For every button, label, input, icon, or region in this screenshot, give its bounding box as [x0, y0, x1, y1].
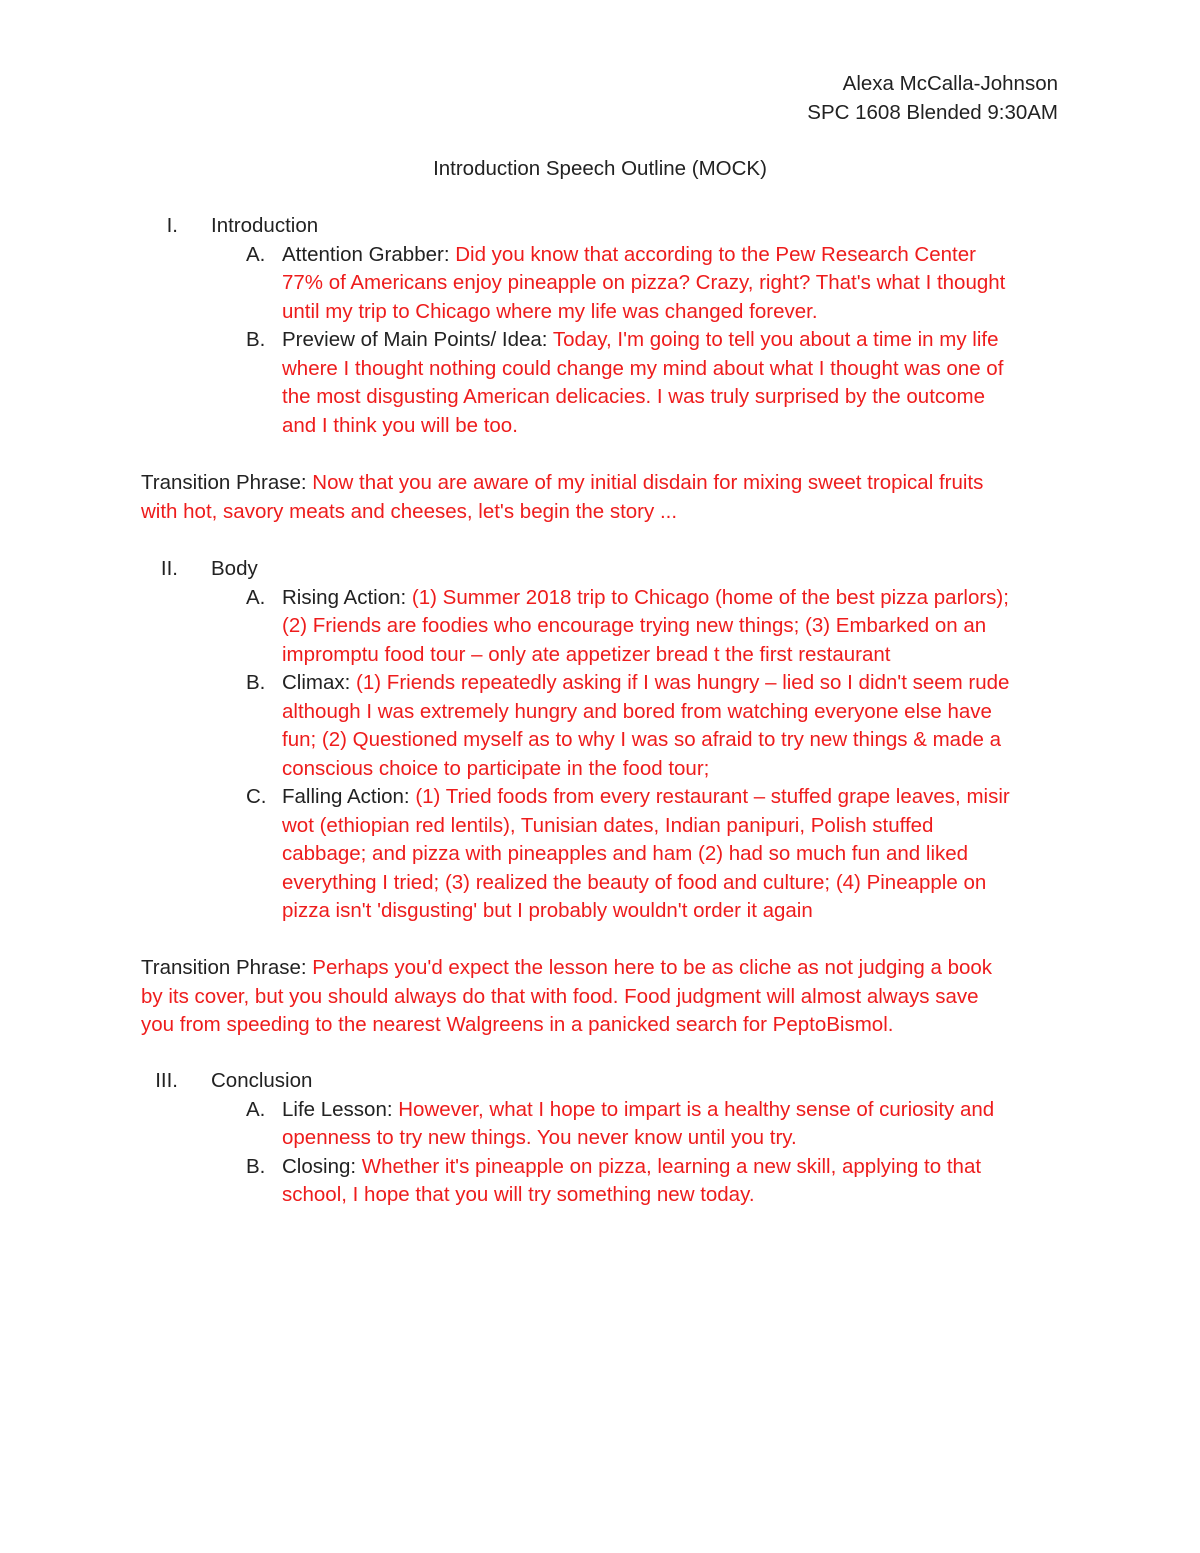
item-text: (1) Tried foods from every restaurant – stuffed grape leaves, misir [415, 785, 1010, 808]
item-line: 77% of Americans enjoy pineapple on pizza? Crazy, right? That's what I thought [282, 271, 1006, 294]
item-line: (2) Friends are foodies who encourage trying new things; (3) Embarked on an [282, 614, 987, 637]
transition-label: Transition Phrase: [141, 471, 313, 494]
outline-item-falling-action [141, 783, 1061, 926]
outline-item-attention-grabber [141, 241, 1061, 327]
item-line: everything I tried; (3) realized the beauty of food and culture; (4) Pineapple on [282, 870, 987, 894]
item-line [282, 326, 1061, 355]
item-letter: C. [246, 785, 267, 808]
outline-section-introduction [141, 212, 1061, 440]
item-label: Falling Action: [282, 785, 416, 808]
transition-text: Perhaps you'd expect the lesson here to be as cliche as not judging a book [312, 956, 993, 979]
author-name: Alexa McCalla-Johnson [842, 72, 1058, 95]
item-line: until my trip to Chicago where my life was changed forever. [282, 299, 818, 323]
transition-label: Transition Phrase: [141, 956, 313, 979]
item-text: Did you know that according to the Pew Research Center [455, 242, 976, 266]
section-numeral: I. [166, 214, 178, 237]
transition-line: with hot, savory meats and cheeses, let's begin the story ... [141, 499, 678, 523]
transition-line [141, 469, 1041, 498]
item-line: where I thought nothing could change my mind about what I thought was one of [282, 356, 1004, 380]
item-line: although I was extremely hungry and bored from watching everyone else have [282, 699, 992, 723]
item-line [282, 783, 1061, 812]
item-label: Preview of Main Points/ Idea: [282, 328, 553, 351]
item-text: Today, I'm going to tell you about a time in my life [552, 328, 999, 351]
outline-item-climax [141, 669, 1061, 783]
item-letter: B. [246, 671, 266, 694]
section-numeral: III. [155, 1069, 178, 1092]
section-heading [141, 1067, 1061, 1096]
item-line: wot (ethiopian red lentils), Tunisian dates, Indian panipuri, Polish stuffed [282, 813, 934, 837]
item-line [282, 1153, 1061, 1182]
outline-item-closing [141, 1153, 1061, 1210]
document-title: Introduction Speech Outline (MOCK) [433, 157, 767, 180]
section-title: Body [211, 557, 258, 580]
item-letter: A. [246, 1097, 266, 1121]
item-line [282, 241, 1061, 270]
outline-item-preview [141, 326, 1061, 440]
section-numeral: II. [160, 557, 178, 580]
item-line: the most disgusting American delicacies. I was truly surprised by the outcome [282, 385, 986, 408]
transition-line [141, 954, 1041, 983]
item-line: impromptu food tour – only ate appetizer bread t the first restaurant [282, 642, 891, 666]
item-line [282, 584, 1061, 613]
item-text: However, what I hope to impart is a healthy sense of curiosity and [398, 1097, 995, 1121]
item-text: Whether it's pineapple on pizza, learning a new skill, applying to that [361, 1154, 982, 1178]
item-label: Closing: [282, 1154, 362, 1178]
course-info: SPC 1608 Blended 9:30AM [807, 101, 1058, 124]
item-label: Life Lesson: [282, 1097, 399, 1121]
item-line: school, I hope that you will try something new today. [282, 1183, 755, 1206]
item-line: cabbage; and pizza with pineapples and ham (2) had so much fun and liked [282, 842, 969, 865]
section-heading [141, 212, 1061, 241]
item-text: (1) Friends repeatedly asking if I was hungry – lied so I didn't seem rude [356, 671, 1010, 694]
item-line: and I think you will be too. [282, 413, 518, 437]
item-line [282, 1096, 1061, 1125]
item-line: fun; (2) Questioned myself as to why I was so afraid to try new things & made a [282, 728, 1001, 751]
transition-phrase-2 [141, 954, 1041, 1040]
item-label: Attention Grabber: [282, 242, 456, 266]
section-title: Introduction [211, 214, 319, 237]
item-letter: A. [246, 585, 266, 609]
item-label: Climax: [282, 671, 357, 694]
outline-item-rising-action [141, 584, 1061, 670]
transition-phrase-1 [141, 469, 1041, 526]
item-line: conscious choice to participate in the food tour; [282, 756, 710, 780]
transition-text: Now that you are aware of my initial disdain for mixing sweet tropical fruits [312, 471, 984, 494]
item-letter: B. [246, 1154, 266, 1178]
outline-section-body [141, 555, 1061, 926]
item-letter: B. [246, 328, 266, 351]
item-line [282, 669, 1061, 698]
item-label: Rising Action: [282, 585, 412, 609]
item-letter: A. [246, 242, 266, 266]
item-line: openness to try new things. You never know until you try. [282, 1126, 797, 1149]
outline-item-life-lesson [141, 1096, 1061, 1153]
outline-section-conclusion [141, 1067, 1061, 1210]
section-heading [141, 555, 1061, 584]
item-line: pizza isn't 'disgusting' but I probably wouldn't order it again [282, 899, 813, 922]
transition-line: by its cover, but you should always do that with food. Food judgment will almost always save [141, 984, 979, 1008]
section-title: Conclusion [211, 1069, 313, 1092]
transition-line: you from speeding to the nearest Walgreens in a panicked search for PeptoBismol. [141, 1013, 894, 1036]
item-text: (1) Summer 2018 trip to Chicago (home of the best pizza parlors); [411, 585, 1009, 609]
